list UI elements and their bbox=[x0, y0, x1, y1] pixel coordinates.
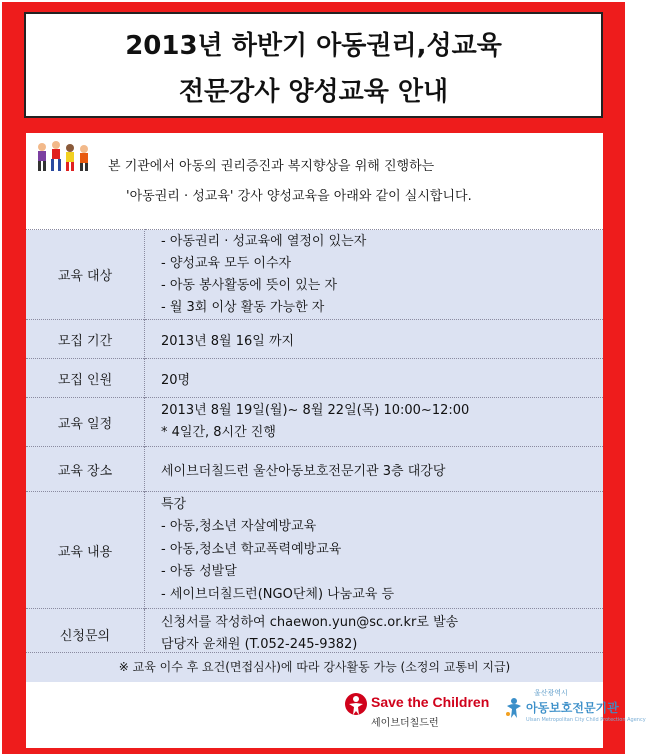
value-content bbox=[145, 492, 604, 609]
label-content: 교육 내용 bbox=[26, 492, 145, 609]
save-the-children-logo bbox=[344, 690, 504, 734]
target-item: - 아동권리 · 성교육에 열정이 있는자 bbox=[161, 233, 367, 249]
row-target bbox=[26, 230, 603, 320]
intro-line-2: '아동권리 · 성교육' 강사 양성교육을 아래와 같이 실시합니다. bbox=[126, 189, 472, 204]
info-table bbox=[26, 229, 603, 659]
apply-item: 신청서를 작성하여 chaewon.yun@sc.or.kr로 발송 bbox=[161, 615, 459, 630]
save-the-children-logo-icon bbox=[344, 692, 368, 722]
row-period bbox=[26, 320, 603, 359]
footer bbox=[26, 682, 646, 748]
apply-item: 담당자 윤채원 (T.052-245-9382) bbox=[161, 637, 358, 652]
target-item: - 월 3회 이상 활동 가능한 자 bbox=[161, 299, 325, 315]
schedule-item: 2013년 8월 19일(월)~ 8월 22일(목) 10:00~12:00 bbox=[161, 403, 470, 418]
content-item: - 세이브더칠드런(NGO단체) 나눔교육 등 bbox=[161, 586, 395, 602]
page-frame bbox=[2, 2, 646, 754]
row-schedule bbox=[26, 398, 603, 447]
content-item: - 아동 성발달 bbox=[161, 564, 237, 580]
target-item: - 양성교육 모두 이수자 bbox=[161, 255, 292, 271]
note-row: ※ 교육 이수 후 요건(면접심사)에 따라 강사활동 가능 (소정의 교통비 지급) bbox=[26, 652, 603, 682]
value-period: 2013년 8월 16일 까지 bbox=[145, 320, 604, 359]
kids-icon bbox=[34, 139, 92, 177]
value-place: 세이브더칠드런 울산아동보호전문기관 3층 대강당 bbox=[145, 447, 604, 492]
label-schedule: 교육 일정 bbox=[26, 398, 145, 447]
row-place bbox=[26, 447, 603, 492]
content-item: - 아동,청소년 학교폭력예방교육 bbox=[161, 541, 342, 557]
schedule-item: * 4일간, 8시간 진행 bbox=[161, 425, 276, 440]
label-count: 모집 인원 bbox=[26, 359, 145, 398]
title-box bbox=[24, 12, 603, 118]
value-count: 20명 bbox=[145, 359, 604, 398]
label-apply: 신청문의 bbox=[26, 609, 145, 660]
intro-line-1: 본 기관에서 아동의 권리증진과 복지향상을 위해 진행하는 bbox=[108, 159, 435, 174]
row-content bbox=[26, 492, 603, 609]
content-item: 특강 bbox=[161, 496, 187, 512]
content-item: - 아동,청소년 자살예방교육 bbox=[161, 519, 317, 535]
agency-name-en: Ulsan Metropolitan City Child Protection Agency bbox=[526, 717, 646, 723]
child-protection-agency-logo bbox=[504, 686, 646, 736]
agency-name: 아동보호전문기관 bbox=[526, 701, 619, 715]
agency-city: 울산광역시 bbox=[534, 689, 568, 697]
row-count bbox=[26, 359, 603, 398]
target-item: - 아동 봉사활동에 뜻이 있는 자 bbox=[161, 277, 338, 293]
content-box bbox=[26, 133, 603, 681]
label-period: 모집 기간 bbox=[26, 320, 145, 359]
value-target bbox=[145, 230, 604, 320]
title-line-1: 2013년 하반기 아동권리,성교육 bbox=[125, 31, 502, 61]
stc-name-en: Save the Children bbox=[371, 694, 490, 710]
stc-name-ko: 세이브더칠드런 bbox=[371, 718, 439, 729]
child-protection-agency-logo-icon bbox=[504, 696, 524, 720]
value-schedule bbox=[145, 398, 604, 447]
title-line-2: 전문강사 양성교육 안내 bbox=[178, 77, 449, 107]
label-target: 교육 대상 bbox=[26, 230, 145, 320]
intro-section bbox=[26, 133, 603, 229]
label-place: 교육 장소 bbox=[26, 447, 145, 492]
